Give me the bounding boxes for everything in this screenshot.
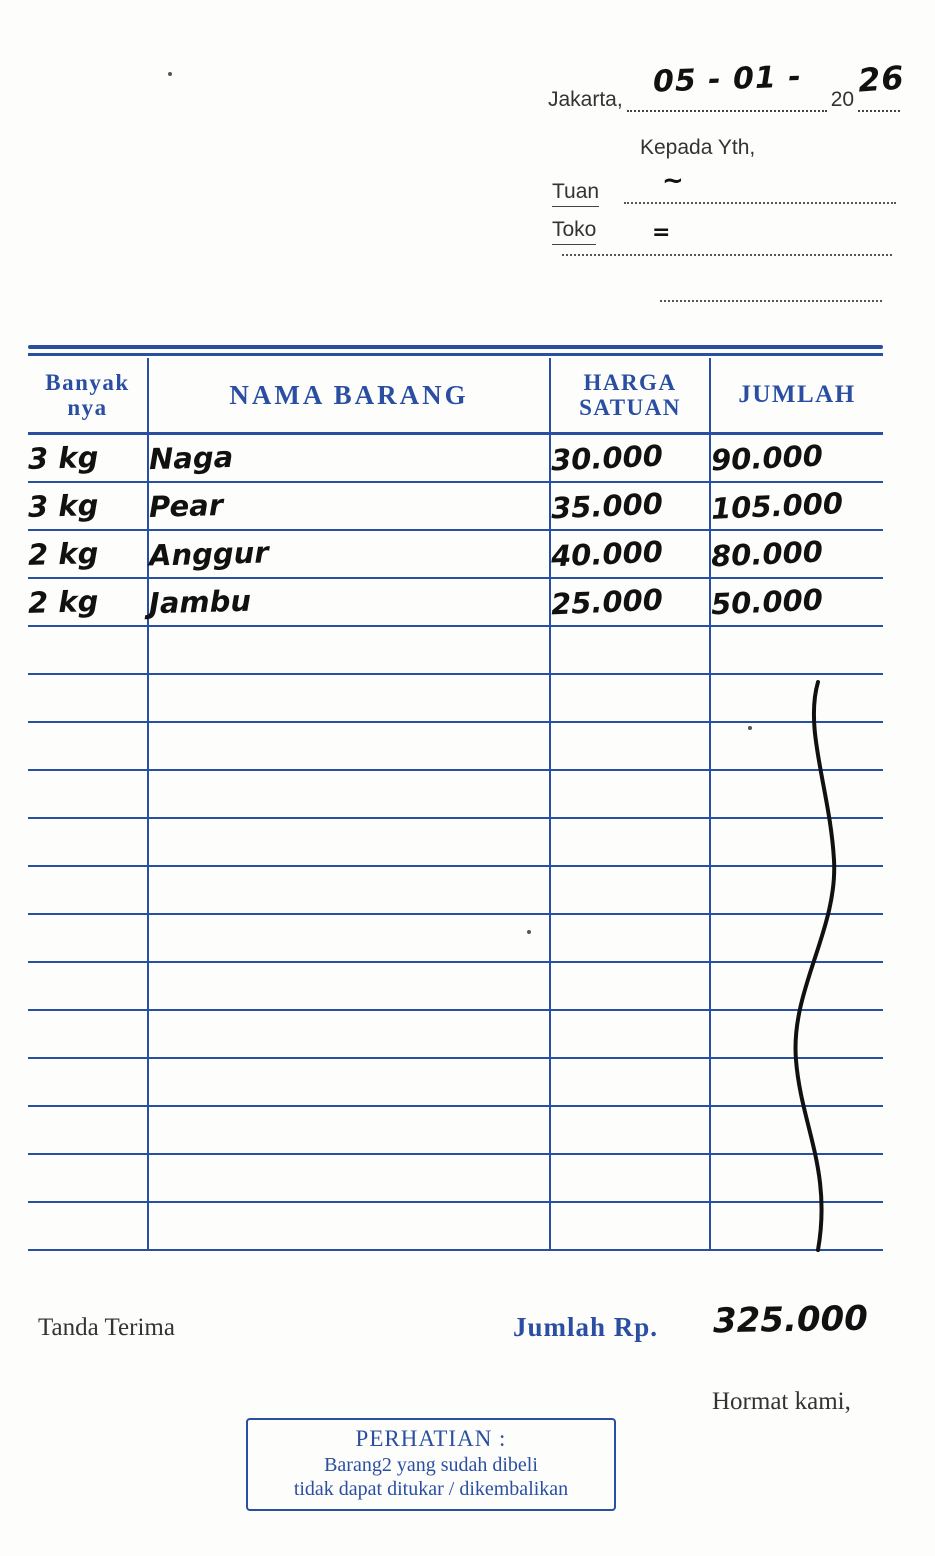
cell-amount bbox=[710, 1010, 883, 1058]
cell-unit-price bbox=[550, 914, 710, 962]
address-dotted-line bbox=[660, 300, 882, 302]
cell-item-name bbox=[148, 482, 550, 530]
handwritten-tuan-mark: ~ bbox=[662, 166, 685, 196]
table-row bbox=[28, 722, 883, 770]
table-row bbox=[28, 482, 883, 530]
date-dotted-line bbox=[627, 110, 827, 112]
cell-unit-price bbox=[550, 1010, 710, 1058]
cell-unit-price bbox=[550, 1154, 710, 1202]
column-header-quantity-line2: nya bbox=[67, 395, 108, 420]
cell-quantity bbox=[28, 578, 148, 626]
handwritten-year: 26 bbox=[856, 58, 906, 100]
cell-quantity bbox=[28, 866, 148, 914]
cell-unit-price bbox=[550, 962, 710, 1010]
cell-amount bbox=[710, 914, 883, 962]
cell-item-name-value: Anggur bbox=[148, 534, 269, 573]
notice-line-1: Barang2 yang sudah dibeli bbox=[324, 1454, 538, 1476]
cell-unit-price bbox=[550, 530, 710, 578]
cell-item-name bbox=[148, 1154, 550, 1202]
cell-item-name bbox=[148, 722, 550, 770]
table-row bbox=[28, 1106, 883, 1154]
cell-amount bbox=[710, 1202, 883, 1250]
cell-quantity-value: 2 kg bbox=[27, 583, 99, 620]
items-table-wrap bbox=[28, 345, 883, 1251]
cell-unit-price bbox=[550, 626, 710, 674]
year-dotted-line bbox=[858, 110, 900, 112]
table-header-row bbox=[28, 358, 883, 434]
year-prefix: 20 bbox=[830, 88, 855, 111]
cell-quantity bbox=[28, 482, 148, 530]
table-row bbox=[28, 674, 883, 722]
ink-speck bbox=[748, 726, 752, 730]
cell-amount bbox=[710, 1154, 883, 1202]
totals-row bbox=[28, 1300, 883, 1360]
cell-unit-price-value: 35.000 bbox=[550, 486, 664, 525]
cell-quantity-value: 3 kg bbox=[27, 487, 99, 524]
cell-item-name bbox=[148, 962, 550, 1010]
items-table bbox=[28, 358, 883, 1251]
cell-unit-price bbox=[550, 1058, 710, 1106]
table-row bbox=[28, 626, 883, 674]
cell-quantity bbox=[28, 1154, 148, 1202]
cell-item-name-value: Naga bbox=[148, 439, 234, 476]
column-header-unit-price-line1: HARGA bbox=[583, 369, 677, 395]
cell-unit-price-value: 30.000 bbox=[550, 438, 664, 478]
cell-amount bbox=[710, 1058, 883, 1106]
cell-quantity bbox=[28, 1010, 148, 1058]
cell-item-name bbox=[148, 578, 550, 626]
city-date-row bbox=[548, 58, 906, 112]
table-row bbox=[28, 434, 883, 482]
grand-total-value: 325.000 bbox=[712, 1298, 869, 1342]
cell-item-name-value: Pear bbox=[148, 487, 224, 524]
column-header-item-name: NAMA BARANG bbox=[148, 358, 550, 434]
table-row bbox=[28, 818, 883, 866]
table-row bbox=[28, 866, 883, 914]
table-body bbox=[28, 434, 883, 1250]
cell-quantity bbox=[28, 626, 148, 674]
cell-unit-price bbox=[550, 578, 710, 626]
column-header-quantity-line1: Banyak bbox=[45, 369, 130, 395]
tanda-terima-label: Tanda Terima bbox=[38, 1314, 175, 1341]
cell-quantity-value: 2 kg bbox=[27, 535, 99, 572]
cell-item-name bbox=[148, 530, 550, 578]
cell-item-name bbox=[148, 1010, 550, 1058]
notice-box bbox=[246, 1418, 616, 1511]
toko-dotted-line bbox=[562, 254, 892, 256]
cell-amount-value: 80.000 bbox=[710, 534, 824, 573]
cell-unit-price bbox=[550, 818, 710, 866]
cell-quantity bbox=[28, 434, 148, 482]
cell-quantity bbox=[28, 1202, 148, 1250]
cell-unit-price bbox=[550, 770, 710, 818]
table-row bbox=[28, 530, 883, 578]
cell-item-name bbox=[148, 770, 550, 818]
cell-unit-price bbox=[550, 482, 710, 530]
cell-quantity bbox=[28, 1106, 148, 1154]
table-row bbox=[28, 1202, 883, 1250]
cell-item-name bbox=[148, 818, 550, 866]
cell-unit-price bbox=[550, 434, 710, 482]
cell-amount bbox=[710, 866, 883, 914]
table-row bbox=[28, 1154, 883, 1202]
cell-quantity bbox=[28, 530, 148, 578]
hormat-kami-label: Hormat kami, bbox=[712, 1388, 851, 1415]
cell-quantity bbox=[28, 674, 148, 722]
cell-item-name bbox=[148, 434, 550, 482]
cell-unit-price-value: 40.000 bbox=[550, 534, 664, 573]
cell-item-name bbox=[148, 1058, 550, 1106]
cell-unit-price bbox=[550, 722, 710, 770]
ink-speck bbox=[527, 930, 531, 934]
grand-total-label: Jumlah Rp. bbox=[513, 1312, 659, 1342]
cell-unit-price bbox=[550, 1106, 710, 1154]
tuan-dotted-line bbox=[624, 202, 896, 204]
cell-amount bbox=[710, 530, 883, 578]
table-row bbox=[28, 962, 883, 1010]
handwritten-toko-mark: = bbox=[652, 220, 672, 245]
tuan-label: Tuan bbox=[552, 180, 599, 207]
cell-unit-price bbox=[550, 674, 710, 722]
cell-quantity bbox=[28, 1058, 148, 1106]
cell-item-name bbox=[148, 1106, 550, 1154]
cell-item-name-value: Jambu bbox=[148, 583, 252, 620]
cell-item-name bbox=[148, 866, 550, 914]
cell-quantity bbox=[28, 914, 148, 962]
kepada-yth-label: Kepada Yth, bbox=[640, 136, 756, 159]
cell-amount bbox=[710, 770, 883, 818]
cell-unit-price-value: 25.000 bbox=[550, 582, 664, 621]
table-row bbox=[28, 1058, 883, 1106]
cell-amount bbox=[710, 578, 883, 626]
table-row bbox=[28, 770, 883, 818]
column-header-unit-price-line2: SATUAN bbox=[579, 395, 681, 420]
cell-amount-value: 90.000 bbox=[710, 438, 824, 478]
cell-quantity bbox=[28, 962, 148, 1010]
column-header-unit-price bbox=[550, 358, 710, 434]
column-header-quantity bbox=[28, 358, 148, 434]
table-top-rule-thick bbox=[28, 345, 883, 349]
handwritten-date: 05 - 01 - bbox=[652, 59, 803, 100]
ink-speck bbox=[168, 72, 172, 76]
cell-quantity-value: 3 kg bbox=[27, 439, 99, 476]
cell-amount bbox=[710, 434, 883, 482]
cell-amount bbox=[710, 818, 883, 866]
cell-amount bbox=[710, 674, 883, 722]
table-row bbox=[28, 578, 883, 626]
notice-title: PERHATIAN : bbox=[355, 1426, 507, 1451]
cell-item-name bbox=[148, 626, 550, 674]
cell-quantity bbox=[28, 818, 148, 866]
cell-amount bbox=[710, 1106, 883, 1154]
cell-quantity bbox=[28, 722, 148, 770]
cell-amount bbox=[710, 962, 883, 1010]
table-row bbox=[28, 1010, 883, 1058]
cell-item-name bbox=[148, 1202, 550, 1250]
city-label: Jakarta, bbox=[548, 88, 623, 111]
notice-line-2: tidak dapat ditukar / dikembalikan bbox=[293, 1478, 569, 1500]
table-row bbox=[28, 914, 883, 962]
cell-amount bbox=[710, 482, 883, 530]
cell-amount bbox=[710, 722, 883, 770]
cell-unit-price bbox=[550, 866, 710, 914]
cell-amount-value: 50.000 bbox=[710, 582, 824, 621]
toko-label: Toko bbox=[552, 218, 596, 245]
cell-amount-value: 105.000 bbox=[710, 485, 844, 526]
cell-item-name bbox=[148, 674, 550, 722]
cell-unit-price bbox=[550, 1202, 710, 1250]
cell-amount bbox=[710, 626, 883, 674]
cell-quantity bbox=[28, 770, 148, 818]
cell-item-name bbox=[148, 914, 550, 962]
column-header-amount: JUMLAH bbox=[710, 358, 883, 434]
table-top-rule-thin bbox=[28, 353, 883, 356]
